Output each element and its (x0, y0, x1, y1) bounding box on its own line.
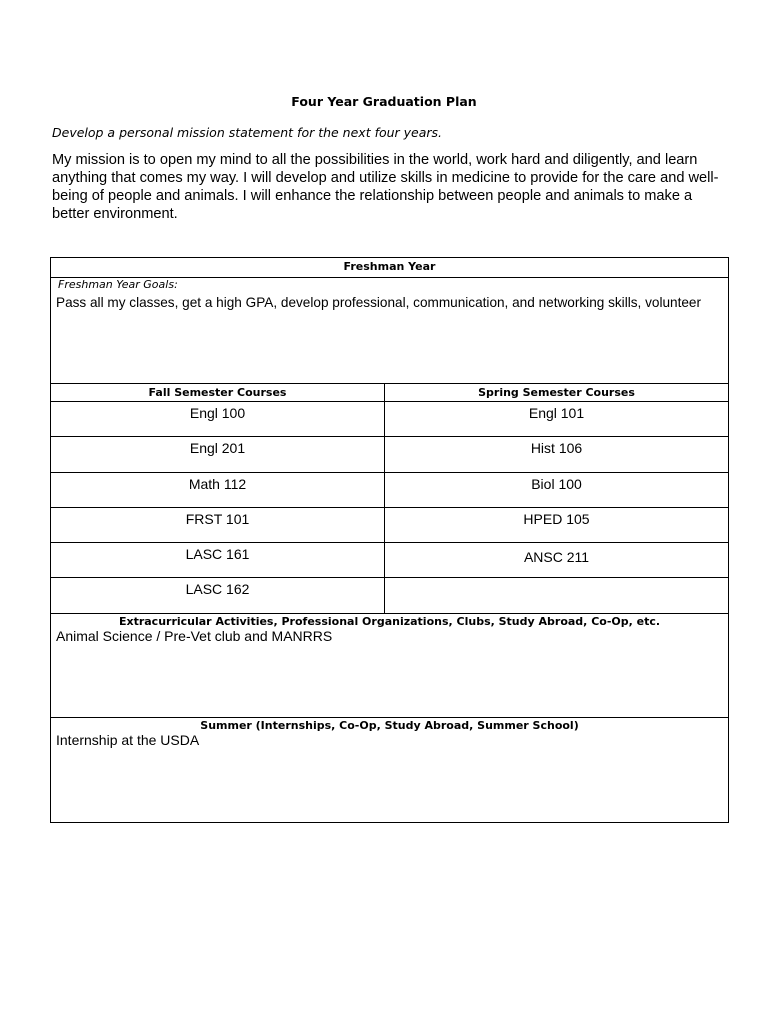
freshman-year-heading: Freshman Year (51, 258, 728, 278)
spring-semester-heading: Spring Semester Courses (384, 384, 728, 401)
course-row (51, 578, 728, 613)
summer-heading: Summer (Internships, Co-Op, Study Abroad, Summer School) (200, 718, 579, 732)
extracurricular-text: Animal Science / Pre-Vet club and MANRRS (56, 627, 333, 644)
goals-text: Pass all my classes, get a high GPA, develop professional, communication, and networking skills, volunteer (56, 295, 702, 310)
spring-course: HPED 105 (384, 508, 728, 542)
mission-statement: My mission is to open my mind to all the possibilities in the world, work hard and diligently, and learn anything that comes my way. I will develop and utilize skills in medicine to provide for the care and well-being of people and animals. I will enhance the relationship between people and animals to make a better environment. (52, 152, 719, 222)
fall-course: LASC 161 (185, 546, 250, 563)
course-row (51, 402, 728, 437)
freshman-year-table (50, 257, 729, 823)
mission-prompt: Develop a personal mission statement for the next four years. (52, 125, 443, 140)
spring-course: Biol 100 (384, 473, 728, 507)
course-row (51, 543, 728, 578)
summer-cell (51, 718, 728, 822)
fall-course: Engl 201 (189, 440, 246, 457)
course-row (51, 437, 728, 472)
fall-course: FRST 101 (185, 510, 250, 527)
page-title: Four Year Graduation Plan (291, 94, 477, 109)
freshman-goals-cell (51, 278, 728, 384)
fall-semester-heading: Fall Semester Courses (148, 386, 287, 399)
spring-course: ANSC 211 (384, 543, 728, 577)
spring-course: Hist 106 (384, 437, 728, 471)
extracurricular-cell (51, 614, 728, 718)
spring-course: Engl 101 (384, 402, 728, 436)
fall-course: LASC 162 (185, 581, 250, 598)
semester-header-row (51, 384, 728, 402)
course-row (51, 473, 728, 508)
summer-text: Internship at the USDA (56, 731, 200, 748)
spring-course (384, 578, 728, 612)
fall-course: Math 112 (188, 475, 247, 492)
goals-label: Freshman Year Goals: (58, 278, 178, 291)
fall-course: Engl 100 (189, 405, 246, 421)
extracurricular-heading: Extracurricular Activities, Professional Organizations, Clubs, Study Abroad, Co-Op, etc. (118, 614, 661, 628)
course-row (51, 508, 728, 543)
